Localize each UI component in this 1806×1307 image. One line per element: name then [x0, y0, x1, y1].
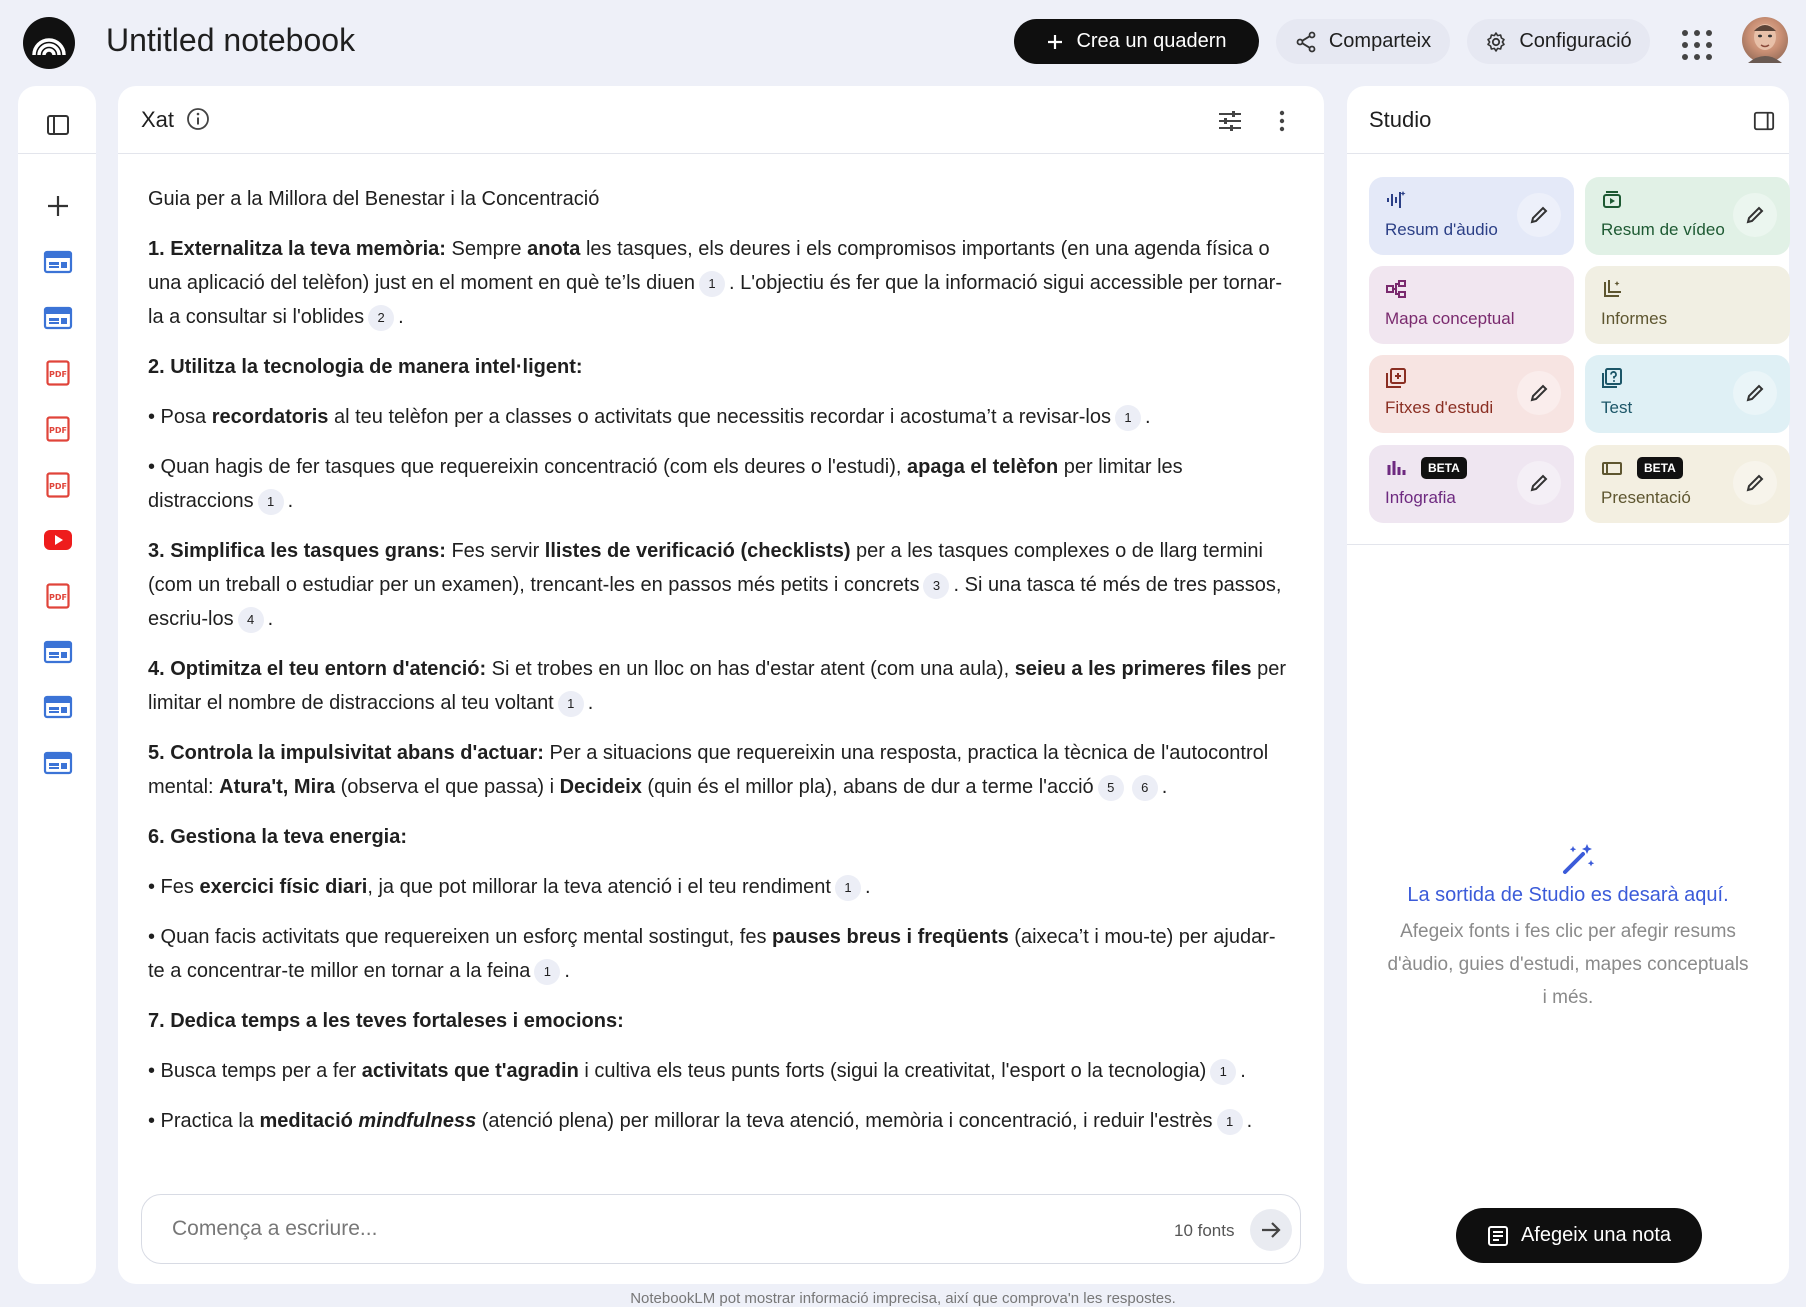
tune-icon[interactable]: [1218, 110, 1242, 132]
more-vert-icon[interactable]: [1278, 110, 1286, 132]
response-bullet: • Quan hagis de fer tasques que requereixin concentració (com els deures o l'estudi), apaga el telèfon per limitar les distraccions 1 .: [148, 450, 1288, 518]
panel-toggle-icon[interactable]: [45, 112, 71, 138]
response-bullet: • Fes exercici físic diari, ja que pot millorar la teva atenció i el teu rendiment 1 .: [148, 870, 1288, 904]
studio-title: Studio: [1369, 107, 1432, 132]
studio-empty-description: Afegeix fonts i fes clic per afegir resums d'àudio, guies d'estudi, mapes conceptuals i més.: [1387, 921, 1749, 1008]
rail-divider: [18, 153, 96, 154]
share-icon: [1295, 31, 1317, 53]
add-note-label: Afegeix una nota: [1520, 1224, 1672, 1246]
user-avatar[interactable]: [1742, 17, 1788, 63]
edit-button[interactable]: [1733, 461, 1777, 505]
chat-header: [118, 86, 1324, 154]
pencil-icon: [1528, 382, 1550, 404]
create-notebook-label: Crea un quadern: [1076, 30, 1227, 52]
studio-card-audio-overview[interactable]: [1369, 177, 1574, 255]
pencil-icon: [1528, 472, 1550, 494]
share-label: Comparteix: [1328, 30, 1432, 52]
citation-chip[interactable]: 1: [1217, 1109, 1243, 1135]
web-source-icon[interactable]: [45, 305, 71, 331]
note-icon: [1487, 1225, 1509, 1247]
video-icon: [1601, 189, 1623, 211]
response-paragraph: 3. Simplifica les tasques grans: Fes servir llistes de verificació (checklists) per a les tasques complexes o de llarg termini (com un treball o estudiar per un examen), trencant-les en passos més petits i concrets 3 . Si una tasca té més de tres passos, escriu-los 4 .: [148, 534, 1288, 636]
web-source-icon[interactable]: [45, 249, 71, 275]
svg-text:PDF: PDF: [49, 426, 67, 435]
sources-rail: [18, 86, 96, 1284]
pdf-source-icon[interactable]: [45, 583, 71, 609]
pdf-source-icon[interactable]: [45, 472, 71, 498]
pencil-icon: [1744, 382, 1766, 404]
edit-button[interactable]: [1733, 371, 1777, 415]
chat-panel: [118, 86, 1324, 1284]
svg-text:PDF: PDF: [49, 370, 67, 379]
studio-card-label: Test: [1601, 398, 1633, 417]
citation-chip[interactable]: 1: [835, 875, 861, 901]
response-paragraph: 7. Dedica temps a les teves fortaleses i emocions:: [148, 1010, 624, 1032]
apps-grid-icon[interactable]: [1676, 24, 1712, 60]
youtube-source-icon[interactable]: [45, 527, 71, 553]
quiz-icon: [1601, 367, 1623, 389]
chat-response: [148, 182, 1288, 1154]
studio-card-mind-map[interactable]: [1369, 266, 1574, 344]
slides-icon: [1601, 457, 1623, 479]
beta-badge: BETA: [1421, 457, 1467, 479]
pdf-source-icon[interactable]: [45, 360, 71, 386]
svg-text:PDF: PDF: [49, 593, 67, 602]
plus-icon: [1046, 33, 1064, 51]
notebook-title[interactable]: Untitled notebook: [106, 22, 356, 58]
studio-card-label: Presentació: [1601, 488, 1691, 507]
web-source-icon[interactable]: [45, 750, 71, 776]
edit-button[interactable]: [1517, 461, 1561, 505]
studio-divider: [1347, 153, 1789, 154]
studio-card-flashcards[interactable]: [1369, 355, 1574, 433]
response-bullet: • Quan facis activitats que requereixen un esforç mental sostingut, fes pauses breus i freqüents (aixeca’t i mou-te) per ajudar-te a concentrar-te millor en tornar a la feina 1 .: [148, 920, 1288, 988]
citation-chip[interactable]: 4: [238, 607, 264, 633]
citation-chip[interactable]: 5: [1098, 775, 1124, 801]
citation-chip[interactable]: 1: [534, 959, 560, 985]
info-icon[interactable]: [186, 107, 210, 131]
citation-chip[interactable]: 1: [1210, 1059, 1236, 1085]
edit-button[interactable]: [1733, 193, 1777, 237]
beta-badge: BETA: [1637, 457, 1683, 479]
audio-icon: [1385, 189, 1407, 211]
response-paragraph: 5. Controla la impulsivitat abans d'actuar: Per a situacions que requereixin una resposta, practica la tècnica de l'autocontrol mental: Atura't, Mira (observa el que passa) i Decideix (quin és el millor pla), abans de dur a terme l'acció 5 6 .: [148, 736, 1288, 804]
studio-card-label: Infografia: [1385, 488, 1456, 507]
settings-button[interactable]: [1467, 19, 1650, 64]
studio-card-label: Informes: [1601, 309, 1668, 328]
add-source-icon[interactable]: [45, 193, 71, 219]
disclaimer-footer: NotebookLM pot mostrar informació imprecisa, així que comprova'n les respostes.: [630, 1290, 1176, 1307]
studio-card-label: Fitxes d'estudi: [1385, 398, 1494, 417]
panel-toggle-icon[interactable]: [1753, 110, 1775, 132]
response-heading: Guia per a la Millora del Benestar i la Concentració: [148, 188, 600, 210]
response-paragraph: 6. Gestiona la teva energia:: [148, 826, 407, 848]
studio-divider: [1347, 544, 1789, 545]
pencil-icon: [1744, 204, 1766, 226]
send-button[interactable]: [1250, 1209, 1292, 1251]
report-icon: [1601, 278, 1623, 300]
citation-chip[interactable]: 1: [1115, 405, 1141, 431]
chat-title: Xat: [141, 107, 175, 132]
edit-button[interactable]: [1517, 193, 1561, 237]
sources-count: 10 fonts: [1174, 1221, 1235, 1240]
studio-card-slides[interactable]: [1585, 445, 1790, 523]
studio-empty-title: La sortida de Studio es desarà aquí.: [1407, 884, 1729, 906]
response-bullet: • Posa recordatoris al teu telèfon per a classes o activitats que necessitis recordar i acostuma’t a revisar-los 1 .: [148, 400, 1288, 434]
response-paragraph: 4. Optimitza el teu entorn d'atenció: Si et trobes en un lloc on has d'estar atent (com una aula), seieu a les primeres files per limitar el nombre de distraccions al teu voltant 1 .: [148, 652, 1288, 720]
response-paragraph: 1. Externalitza la teva memòria: Sempre anota les tasques, els deures i els compromisos importants (en una agenda física o una aplicació del telèfon) just en el moment en què te’ls diuen 1 . L'objectiu és fer que la informació sigui accessible per tornar-la a consultar si l'oblides 2 .: [148, 232, 1288, 334]
pdf-source-icon[interactable]: [45, 416, 71, 442]
web-source-icon[interactable]: [45, 639, 71, 665]
edit-button[interactable]: [1517, 371, 1561, 415]
flashcards-icon: [1385, 367, 1407, 389]
gear-icon: [1485, 31, 1507, 53]
studio-card-reports[interactable]: [1585, 266, 1790, 344]
arrow-right-icon: [1260, 1220, 1282, 1240]
chat-input-placeholder: Comença a escriure...: [172, 1217, 378, 1240]
studio-card-quiz[interactable]: [1585, 355, 1790, 433]
studio-card-label: Resum de vídeo: [1601, 220, 1725, 239]
response-bullet: • Practica la meditació mindfulness (atenció plena) per millorar la teva atenció, memòria i concentració, i reduir l'estrès 1 .: [148, 1104, 1288, 1138]
mindmap-icon: [1385, 278, 1407, 300]
response-paragraph: 2. Utilitza la tecnologia de manera intel·ligent:: [148, 356, 583, 378]
app-header: [0, 0, 1806, 84]
studio-card-label: Resum d'àudio: [1385, 220, 1498, 239]
response-bullet: • Busca temps per a fer activitats que t'agradin i cultiva els teus punts forts (sigui la creativitat, l'esport o la tecnologia) 1 .: [148, 1054, 1288, 1088]
citation-chip[interactable]: 1: [699, 271, 725, 297]
studio-card-label: Mapa conceptual: [1385, 309, 1515, 328]
studio-card-infographic[interactable]: [1369, 445, 1574, 523]
infographic-icon: [1385, 457, 1407, 479]
citation-chip[interactable]: 2: [368, 305, 394, 331]
svg-text:PDF: PDF: [49, 482, 67, 491]
citation-chip[interactable]: 3: [923, 573, 949, 599]
pencil-icon: [1744, 472, 1766, 494]
web-source-icon[interactable]: [45, 694, 71, 720]
settings-label: Configuració: [1519, 30, 1632, 52]
studio-card-video-overview[interactable]: [1585, 177, 1790, 255]
citation-chip[interactable]: 6: [1132, 775, 1158, 801]
create-notebook-button[interactable]: [1014, 19, 1259, 64]
studio-panel: [1347, 86, 1789, 1284]
add-note-button[interactable]: [1456, 1208, 1702, 1263]
magic-wand-icon: [1559, 840, 1597, 878]
share-button[interactable]: [1276, 19, 1450, 64]
chat-input[interactable]: [141, 1194, 1301, 1264]
pencil-icon: [1528, 204, 1550, 226]
citation-chip[interactable]: 1: [258, 489, 284, 515]
notebooklm-logo[interactable]: [23, 17, 75, 69]
citation-chip[interactable]: 1: [558, 691, 584, 717]
